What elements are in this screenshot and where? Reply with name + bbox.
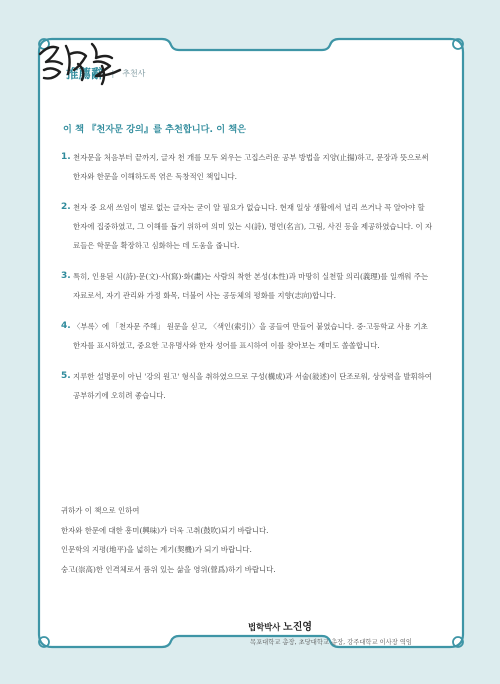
list-item xyxy=(61,198,433,255)
item-text: 천자문을 처음부터 끝까지, 글자 천 개를 모두 외우는 고집스러운 공부 방법을 지양(止揚)하고, 문장과 뜻으로써 한자와 한문을 이해하도록 엮은 독창적인 책입니다. xyxy=(73,153,429,181)
closing-line: 인문학의 지평(地平)을 넓히는 계기(契機)가 되기 바랍니다. xyxy=(61,545,252,554)
closing-line: 귀하가 이 책으로 인하여 xyxy=(61,506,140,515)
author-name: 노진영 xyxy=(283,622,313,633)
list-item xyxy=(61,267,433,305)
item-text: 지루한 설명문이 아닌 '강의 원고' 형식을 취하였으므로 구성(構成)과 서술(敍述)이 단조로워, 상상력을 발휘하여 공부하기에 오히려 좋습니다. xyxy=(73,372,432,400)
item-number: 5. xyxy=(61,371,71,381)
item-text: 특히, 인용된 시(詩)·문(文)·사(寫)·화(畵)는 사람의 착한 본성(本性)과 마땅히 실천할 의리(義理)를 일깨워 주는 자료로서, 자기 관리와 가정 화목, 더불어 사는 공동체의 평화를 지향(志向)합니다. xyxy=(73,272,429,300)
author-degree: 법학박사 xyxy=(248,622,281,632)
item-number: 2. xyxy=(61,202,71,212)
closing-paragraph xyxy=(61,501,421,579)
page-title: 推薦辭 xyxy=(66,66,104,81)
item-number: 3. xyxy=(61,271,71,281)
author-signature-line xyxy=(248,618,312,633)
page-subtitle: 추천사 xyxy=(122,68,146,78)
item-text: 천자 중 요새 쓰임이 별로 없는 글자는 굳이 알 필요가 없습니다. 현재 일상 생활에서 널리 쓰거나 꼭 알아야 할 한자에 집중하였고, 그 이해를 돕기 위하여 의미 있는 시(詩), 명언(名言), 그림, 사진 등을 제공하였습니다. 이 자료들은 학문을 확장하고 심화하는 데 도움을 줍니다. xyxy=(73,203,433,250)
item-text: 〈부록〉에 「천자문 주해」 원문을 싣고, 〈색인(索引)〉을 공들여 만들어 붙였습니다. 중·고등학교 사용 기초한자를 표시하였고, 중요한 고유명사와 한자 성어를 표시하여 이를 찾아보는 재미도 쏠쏠합니다. xyxy=(73,322,428,350)
recommendation-list xyxy=(61,148,433,417)
closing-line: 숭고(崇高)한 인격체로서 품위 있는 삶을 영위(營爲)하기 바랍니다. xyxy=(61,564,276,574)
title-separator: | xyxy=(111,68,115,78)
author-titles: 목포대학교 총장, 초당대학교 총장, 강주대학교 이사장 역임 xyxy=(250,639,412,646)
list-item xyxy=(61,148,433,186)
intro-heading: 이 책 『천자문 강의』를 추천합니다. 이 책은 xyxy=(63,124,247,135)
list-item xyxy=(61,367,433,405)
closing-line: 한자와 한문에 대한 흥미(興味)가 더욱 고취(鼓吹)되기 바랍니다. xyxy=(61,525,269,535)
list-item xyxy=(61,317,433,355)
handwritten-signature xyxy=(36,36,126,86)
item-number: 4. xyxy=(61,321,71,331)
recommendation-frame xyxy=(36,36,466,650)
item-number: 1. xyxy=(61,152,71,162)
